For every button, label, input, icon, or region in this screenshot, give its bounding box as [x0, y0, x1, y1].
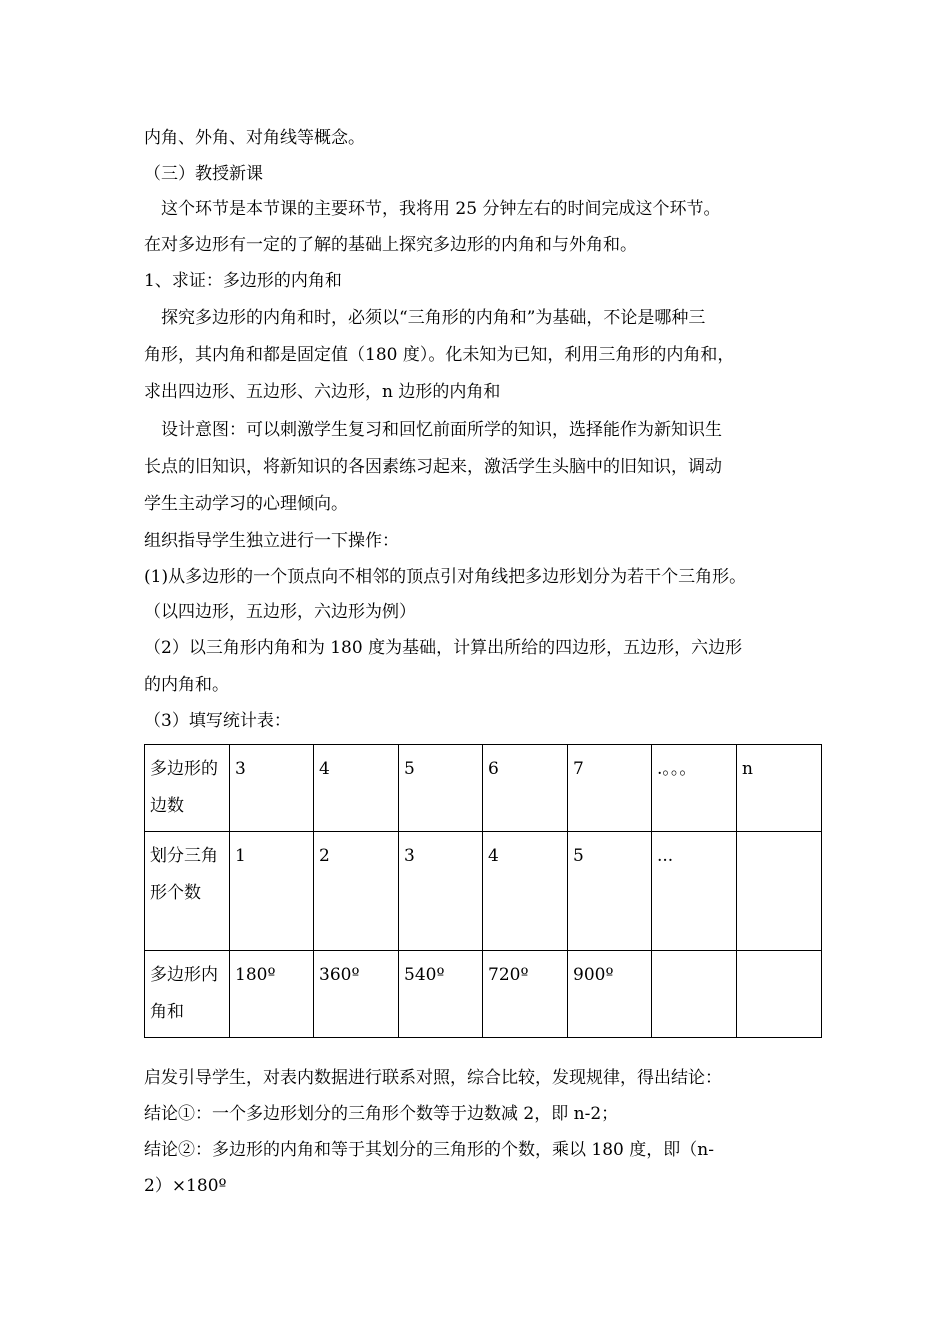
table-row: [145, 951, 822, 1038]
table-cell: 1: [230, 832, 314, 951]
table-cell: 3: [399, 832, 483, 951]
table-cell: 划分三角形个数: [145, 832, 230, 951]
paragraph-line: 内角、外角、对角线等概念。: [144, 128, 365, 148]
paragraph-line: 组织指导学生独立进行一下操作：: [144, 531, 399, 551]
paragraph-line: 长点的旧知识，将新知识的各因素练习起来，激活学生头脑中的旧知识，调动: [144, 457, 722, 477]
table-cell: 540º: [399, 951, 483, 1038]
paragraph-line: 设计意图：可以刺激学生复习和回忆前面所学的知识，选择能作为新知识生: [144, 420, 722, 440]
table-cell: [737, 832, 822, 951]
table-cell: 360º: [314, 951, 399, 1038]
paragraph-line: 在对多边形有一定的了解的基础上探究多边形的内角和与外角和。: [144, 235, 637, 255]
paragraph-line: 求出四边形、五边形、六边形，n 边形的内角和: [144, 382, 501, 402]
table-cell: 5: [399, 745, 483, 832]
table-cell: 5: [568, 832, 652, 951]
paragraph-line: (1)从多边形的一个顶点向不相邻的顶点引对角线把多边形划分为若干个三角形。: [144, 567, 747, 587]
paragraph-line: 学生主动学习的心理倾向。: [144, 494, 348, 514]
conclusion-1: 结论①：一个多边形划分的三角形个数等于边数减 2，即 n-2；: [144, 1104, 619, 1124]
paragraph-line: （3）填写统计表：: [144, 711, 291, 731]
table-cell: n: [737, 745, 822, 832]
paragraph-line: （2）以三角形内角和为 180 度为基础，计算出所给的四边形，五边形，六边形: [144, 638, 743, 658]
table-cell: 7: [568, 745, 652, 832]
table-cell: ...: [652, 832, 737, 951]
section-heading: （三）教授新课: [144, 164, 263, 184]
table-cell: 多边形内角和: [145, 951, 230, 1038]
conclusion-2-continued: 2）×180º: [144, 1176, 227, 1196]
table-cell: [737, 951, 822, 1038]
statistics-table: [144, 744, 822, 1038]
table-cell: 4: [483, 832, 568, 951]
paragraph-line: 探究多边形的内角和时，必须以“三角形的内角和”为基础，不论是哪种三: [144, 308, 706, 328]
paragraph-line: 启发引导学生，对表内数据进行联系对照，综合比较，发现规律，得出结论：: [144, 1068, 722, 1088]
table-cell: [652, 951, 737, 1038]
table-cell: 900º: [568, 951, 652, 1038]
paragraph-line: （以四边形，五边形，六边形为例）: [144, 602, 416, 622]
paragraph-line: 这个环节是本节课的主要环节，我将用 25 分钟左右的时间完成这个环节。: [144, 199, 721, 219]
table-cell: .。。。: [652, 745, 737, 832]
table-cell: 180º: [230, 951, 314, 1038]
table-row: [145, 832, 822, 951]
table-cell: 2: [314, 832, 399, 951]
paragraph-line: 的内角和。: [144, 675, 229, 695]
table-cell: 3: [230, 745, 314, 832]
table-row: [145, 745, 822, 832]
table-cell: 6: [483, 745, 568, 832]
paragraph-line: 角形，其内角和都是固定值（180 度）。化未知为已知，利用三角形的内角和，: [144, 345, 735, 365]
table-cell: 4: [314, 745, 399, 832]
conclusion-2: 结论②：多边形的内角和等于其划分的三角形的个数，乘以 180 度，即（n-: [144, 1140, 714, 1160]
table-cell: 多边形的边数: [145, 745, 230, 832]
subsection-heading: 1、求证：多边形的内角和: [144, 271, 342, 291]
table-cell: 720º: [483, 951, 568, 1038]
